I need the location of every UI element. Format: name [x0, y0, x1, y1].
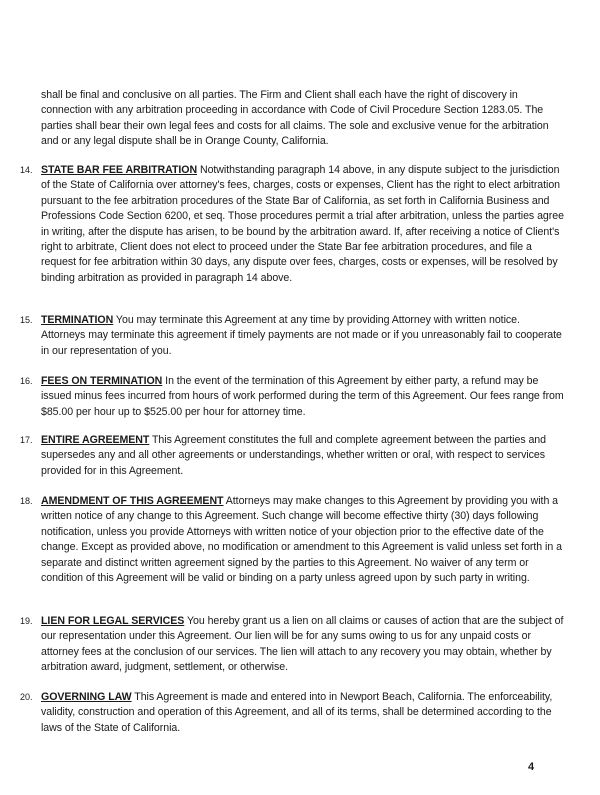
section-17-paragraph	[41, 433, 566, 479]
section-number-18: 18.	[20, 496, 33, 506]
section-16-heading: FEES ON TERMINATION	[41, 375, 163, 387]
section-15-body: You may terminate this Agreement at any time by providing Attorney with written notice. Attorneys may terminate this agreement if timely payments are not made or if you unreasonably fail to cooperate in our representation of you.	[41, 314, 562, 357]
section-17-body: This Agreement constitutes the full and complete agreement between the parties and supersedes any and all other agreements or understandings, whether written or oral, with respect to services provided for in this Agreement.	[41, 434, 546, 477]
section-number-19: 19.	[20, 616, 33, 626]
section-18-body: Attorneys may make changes to this Agreement by providing you with a written notice of any change to this Agreement. Such change will become effective thirty (30) days following notification, unless you provide Attorneys with written notice of your objection prior to the effective date of the change. Except as provided above, no modification or amendment to this Agreement is valid unless set forth in a separate and distinct written agreement signed by the parties to this Agreement. No waiver of any term or condition of this Agreement will be valid or binding on a party unless agreed upon by such party in writing.	[41, 495, 562, 585]
section-20-paragraph	[41, 690, 566, 736]
section-19-body: You hereby grant us a lien on all claims or causes of action that are the subject of our representation under this Agreement. Our lien will be for any sums owing to us for any unpaid costs or attorney fees at the conclusion of our services. The lien will attach to any recovery you may obtain, whether by arbitration award, judgment, settlement, or otherwise.	[41, 615, 564, 674]
continuation-paragraph: shall be final and conclusive on all parties. The Firm and Client shall each have the right of discovery in connection with any arbitration proceeding in accordance with Code of Civil Procedure Section 1283.05. The parties shall bear their own legal fees and costs for all claims. The sole and exclusive venue for the arbitration and or any legal dispute shall be in Orange County, California.	[41, 89, 549, 148]
section-14-body: Notwithstanding paragraph 14 above, in any dispute subject to the jurisdiction of the State of California over attorney's fees, charges, costs or expenses, Client has the right to elect arbitration pursuant to the fee arbitration procedures of the State Bar of California, as set forth in California Business and Professions Code Section 6200, et seq. Those procedures permit a trial after arbitration, unless the parties agree in writing, after the dispute has arisen, to be bound by the arbitration award. If, after receiving a notice of Client's right to arbitrate, Client does not elect to proceed under the State Bar fee arbitration procedures, and file a request for fee arbitration within 30 days, any dispute over fees, charges, costs or expenses, will be resolved by binding arbitration as provided in paragraph 14 above.	[41, 164, 564, 284]
page-number: 4	[528, 761, 535, 773]
section-number-14: 14.	[20, 165, 33, 175]
section-number-17: 17.	[20, 435, 33, 445]
section-16-body: In the event of the termination of this Agreement by either party, a refund may be issued minus fees incurred from hours of work performed during the term of this Agreement. Our fees range from $85.00 per hour up to $525.00 per hour for attorney time.	[41, 375, 564, 418]
section-18-paragraph	[41, 494, 566, 586]
section-16-paragraph	[41, 374, 566, 420]
section-15-paragraph	[41, 313, 566, 359]
section-20-body: This Agreement is made and entered into in Newport Beach, California. The enforceability, validity, construction and operation of this Agreement, and all of its terms, shall be determined according to the laws of the State of California.	[41, 691, 553, 734]
section-17-heading: ENTIRE AGREEMENT	[41, 434, 150, 446]
section-number-16: 16.	[20, 376, 33, 386]
section-19-paragraph	[41, 614, 566, 676]
section-14-heading: STATE BAR FEE ARBITRATION	[41, 164, 198, 176]
section-18-heading: AMENDMENT OF THIS AGREEMENT	[41, 495, 224, 507]
section-number-20: 20.	[20, 692, 33, 702]
section-number-15: 15.	[20, 315, 33, 325]
section-14-paragraph	[41, 163, 566, 286]
section-20-heading: GOVERNING LAW	[41, 691, 132, 703]
section-15-heading: TERMINATION	[41, 314, 114, 326]
section-19-heading: LIEN FOR LEGAL SERVICES	[41, 615, 185, 627]
